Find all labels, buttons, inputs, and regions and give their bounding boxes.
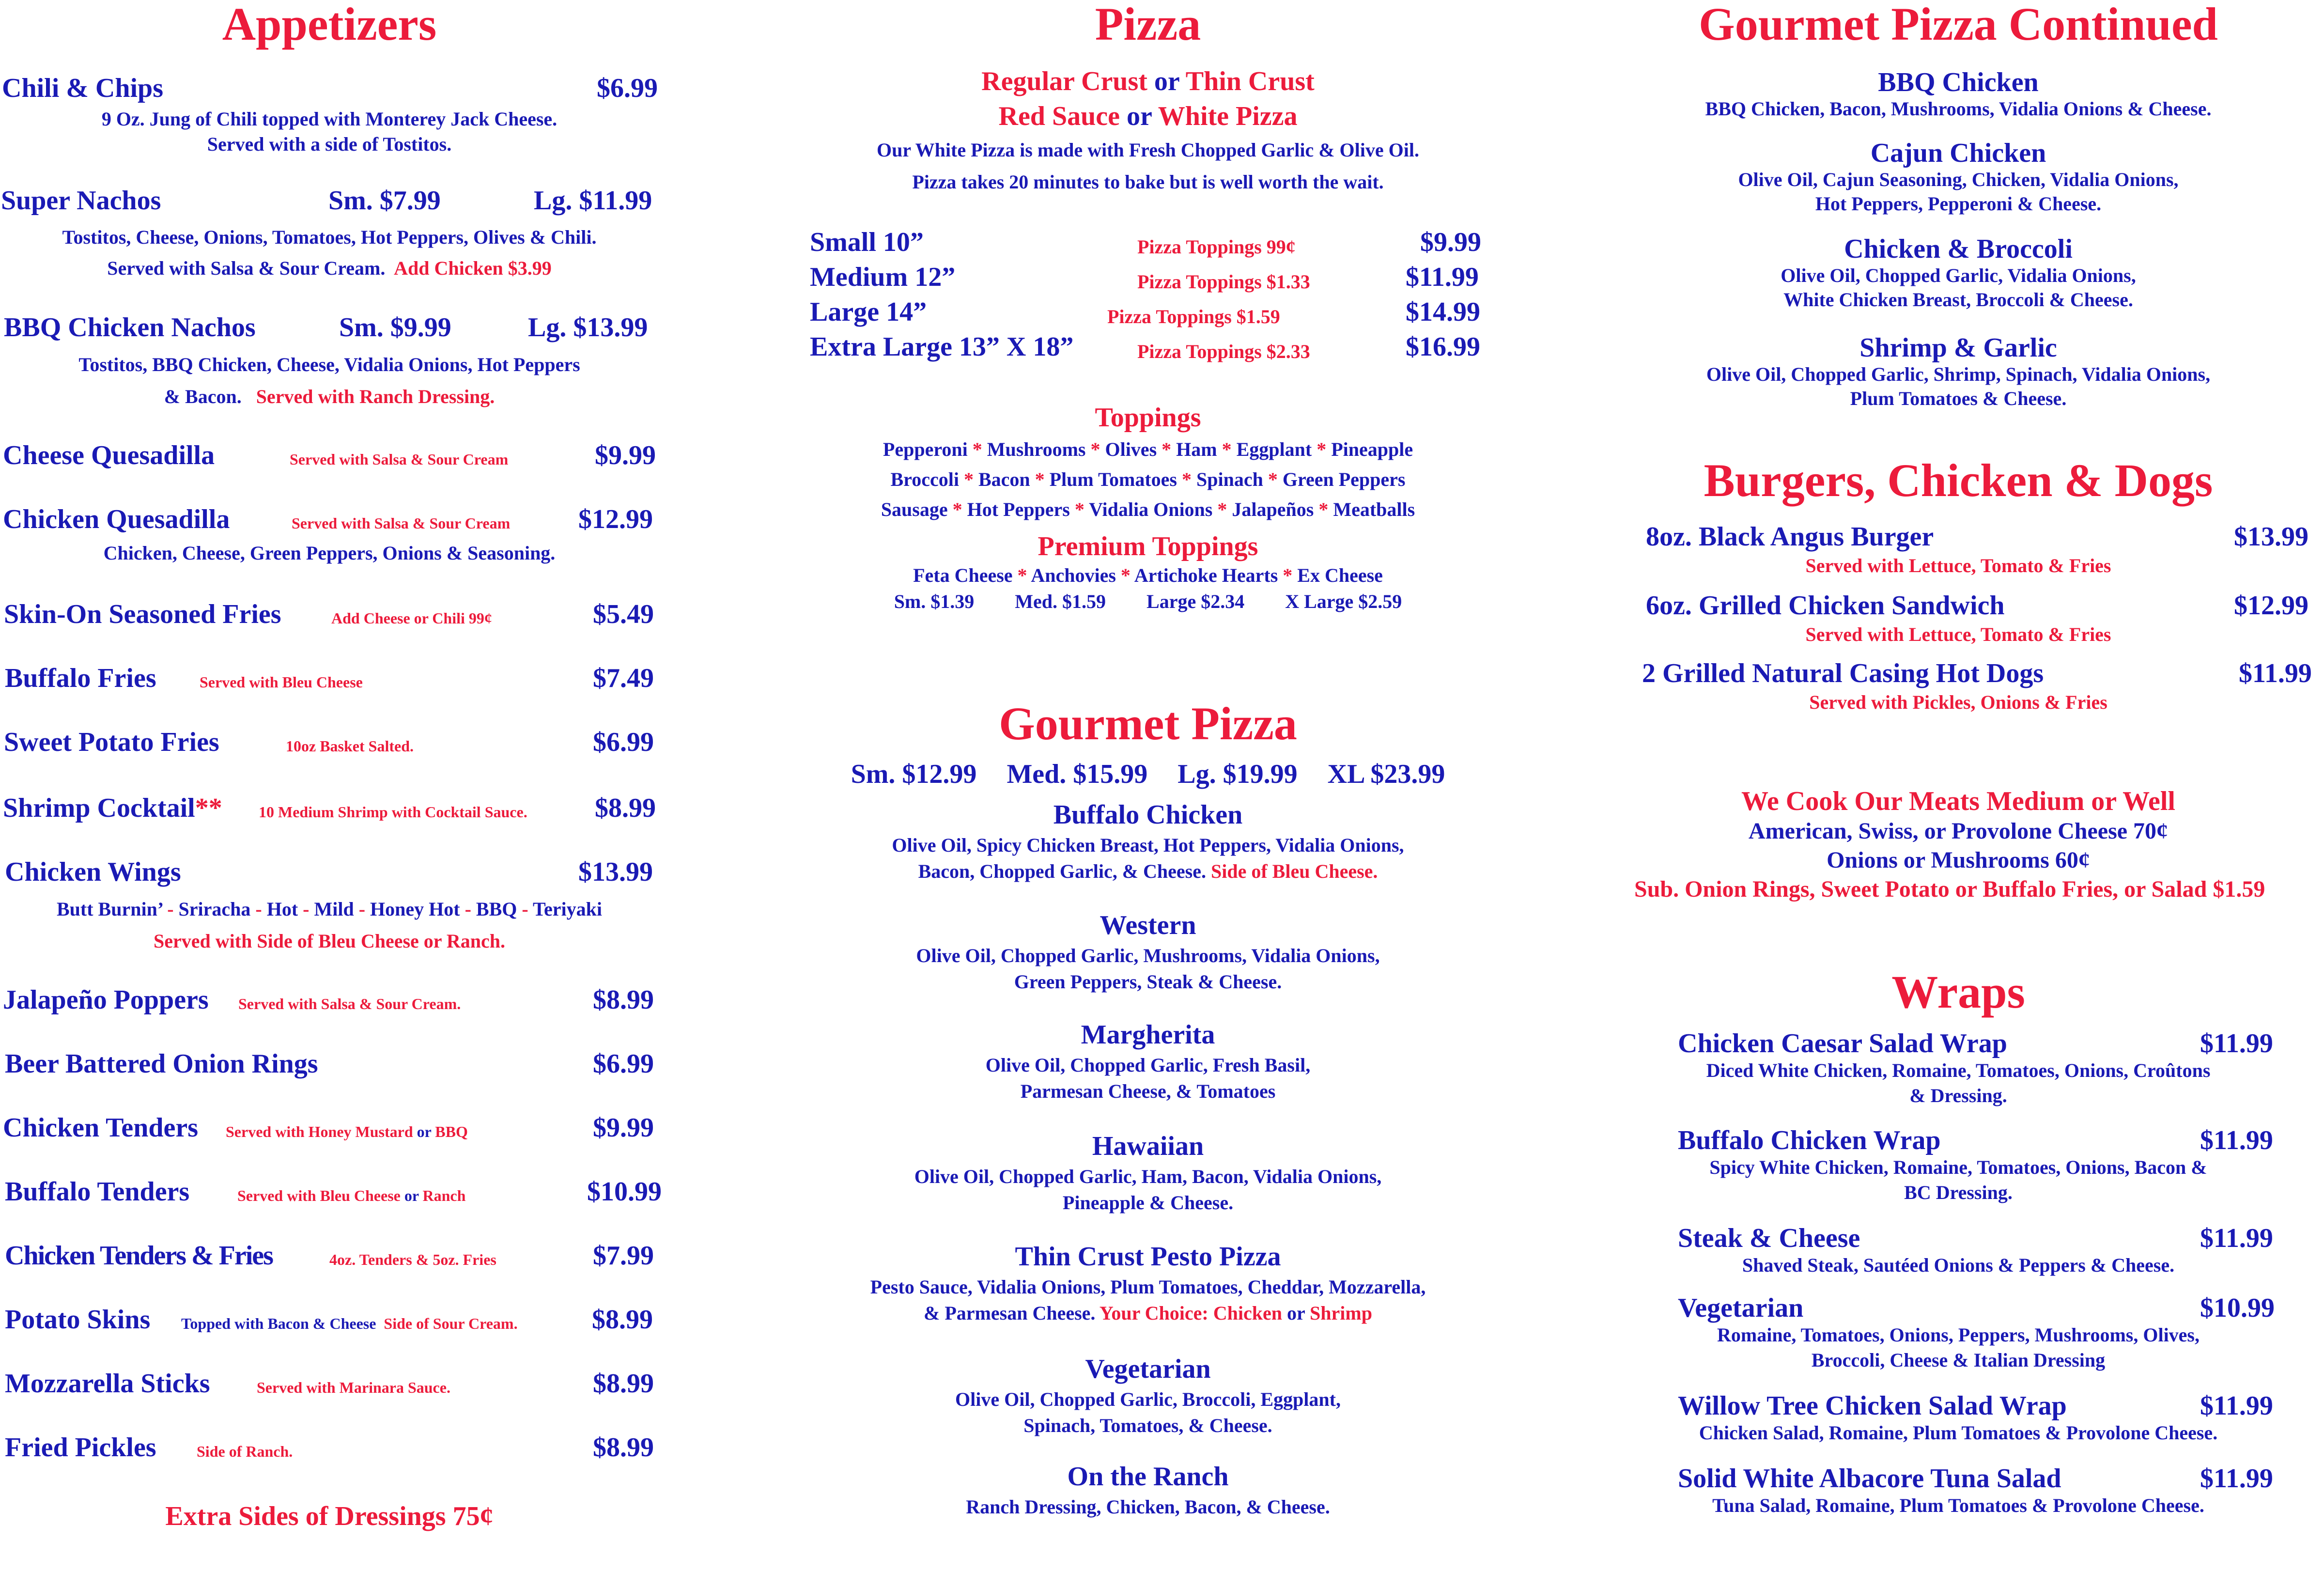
chili-chips-name: Chili & Chips [2,73,163,103]
gourmet-price: Sm. $12.99 [851,759,977,789]
topping-separator: * [1212,498,1232,520]
gourmet-price: XL $23.99 [1327,759,1445,789]
wrap-name: Chicken Caesar Salad Wrap [1678,1028,2007,1058]
tenders-fries-price: $7.99 [593,1241,654,1271]
flavor-separator: - [250,898,267,920]
topping-separator: * [1030,468,1050,490]
flavor-separator: - [517,898,533,920]
gourmet-desc-text: Parmesan Cheese, & Tomatoes [1020,1080,1276,1102]
topping-item: Olives [1105,438,1157,460]
wrap-price: $11.99 [2200,1028,2273,1058]
toppings-row [775,468,1521,491]
buffalo-fries-name: Buffalo Fries [5,663,156,693]
gourmet-item-name: Western [1100,910,1196,940]
gourmet-item-desc [775,1494,1521,1520]
topping-separator: * [1157,438,1177,460]
pizza-size: Small 10” [810,227,924,257]
bake-note: Pizza takes 20 minutes to bake but is well worth the wait. [912,171,1384,193]
cheese-quesadilla-name: Cheese Quesadilla [3,440,215,470]
onion-rings-price: $6.99 [593,1049,654,1079]
fried-pickles-price: $8.99 [593,1432,654,1463]
gourmet-cont-line: Plum Tomatoes & Cheese. [1850,388,2067,409]
topping-item: Vidalia Onions [1089,498,1213,520]
sub-note: Sub. Onion Rings, Sweet Potato or Buffalo Fries, or Salad $1.59 [1634,876,2265,902]
bbq-nachos-name: BBQ Chicken Nachos [4,312,256,342]
gourmet-cont-line: Olive Oil, Cajun Seasoning, Chicken, Vidalia Onions, [1738,169,2179,190]
topping-item: Green Peppers [1282,468,1406,490]
wrap-name: Buffalo Chicken Wrap [1678,1125,1941,1155]
gourmet-item-desc [775,1386,1521,1439]
topping-item: Pepperoni [883,438,968,460]
gourmet-cont-line: BBQ Chicken, Bacon, Mushrooms, Vidalia Onions & Cheese. [1705,98,2212,120]
gourmet-cont-desc [1608,264,2309,312]
burger-name: 2 Grilled Natural Casing Hot Dogs [1642,658,2044,688]
wrap-price: $10.99 [2200,1293,2275,1323]
buffalo-tenders-note: Served with Bleu Cheese or Ranch [237,1187,466,1204]
chicken-wings-name: Chicken Wings [5,857,181,887]
wing-flavor: Hot [266,898,298,920]
choice-or: or [1286,1302,1305,1324]
burger-price: $11.99 [2239,658,2312,688]
toppings-row [775,438,1521,461]
sweet-potato-fries-name: Sweet Potato Fries [4,727,219,757]
wrap-desc [1608,1253,2309,1278]
flavor-separator: - [298,898,314,920]
choice-shrimp: Shrimp [1310,1302,1372,1324]
premium-prices [775,590,1521,613]
gourmet-item-desc [775,1164,1521,1216]
wrap-desc-line: Broccoli, Cheese & Italian Dressing [1811,1349,2106,1371]
pizza-toppings-price: Pizza Toppings $1.59 [1107,306,1280,327]
topping-item: Jalapeños [1232,498,1314,520]
toppings-row [775,498,1521,521]
super-nachos-sm-price: Sm. $7.99 [328,186,441,216]
premium-price: Large $2.34 [1147,591,1245,612]
super-nachos-name: Super Nachos [1,186,161,216]
wraps-title: Wraps [1891,966,2025,1018]
topping-item: Broccoli [890,468,959,490]
bbq-nachos-desc: Tostitos, BBQ Chicken, Cheese, Vidalia Onions, Hot Peppers & Bacon. Served with Ranch Dressing. [78,354,580,407]
gourmet-desc-text: Green Peppers, Steak & Cheese. [1014,971,1282,993]
wrap-desc-line: BC Dressing. [1904,1182,2013,1203]
topping-item: Spinach [1196,468,1263,490]
wrap-desc [1608,1058,2309,1108]
gourmet-desc-line: Olive Oil, Chopped Garlic, Mushrooms, Vidalia Onions, [916,945,1380,966]
gourmet-desc-line [775,1190,1521,1216]
premium-item: Ex Cheese [1297,564,1383,586]
pizza-size: Extra Large 13” X 18” [810,332,1074,362]
flavor-separator: - [162,898,179,920]
shrimp-cocktail-stars: ** [195,793,222,823]
gourmet-desc-line [775,1078,1521,1105]
topping-separator: * [1085,438,1105,460]
gourmet-item-name: Margherita [1081,1020,1215,1050]
burger-note: Served with Pickles, Onions & Fries [1809,691,2107,713]
gourmet-desc-text: & Parmesan Cheese. [924,1302,1096,1324]
chicken-quesadilla-name: Chicken Quesadilla [3,504,230,534]
topping-separator: * [1177,468,1196,490]
pizza-size-price: $11.99 [1406,262,1479,292]
jalapeno-poppers-note: Served with Salsa & Sour Cream. [238,995,461,1012]
premium-price: Sm. $1.39 [894,591,975,612]
premium-item: Anchovies [1031,564,1116,586]
wing-flavor: Teriyaki [533,898,603,920]
fried-pickles-name: Fried Pickles [5,1432,156,1463]
topping-item: Meatballs [1333,498,1415,520]
potato-skins-name: Potato Skins [5,1305,151,1335]
wing-flavor: Mild [314,898,354,920]
wrap-desc-line: Romaine, Tomatoes, Onions, Peppers, Mushrooms, Olives, [1717,1324,2200,1346]
gourmet-desc-line [775,1413,1521,1439]
chili-chips-desc: 9 Oz. Jung of Chili topped with Monterey Jack Cheese. Served with a side of Tostitos. [101,108,558,155]
topping-item: Plum Tomatoes [1049,468,1177,490]
chicken-tenders-note: Served with Honey Mustard or BBQ [226,1123,468,1140]
gourmet-desc-line: Ranch Dressing, Chicken, Bacon, & Cheese. [966,1496,1330,1518]
gourmet-item-name: Thin Crust Pesto Pizza [1015,1242,1281,1272]
wrap-desc-line: Chicken Salad, Romaine, Plum Tomatoes & Provolone Cheese. [1699,1422,2218,1444]
onion-rings-name: Beer Battered Onion Rings [5,1049,318,1079]
gourmet-desc-line [775,1300,1521,1326]
fried-pickles-note: Side of Ranch. [197,1443,293,1460]
gourmet-item-desc [775,1274,1521,1326]
topping-separator: * [1012,564,1031,586]
wrap-name: Willow Tree Chicken Salad Wrap [1678,1391,2067,1421]
gourmet-cont-name: BBQ Chicken [1878,67,2039,97]
chicken-quesadilla-desc: Chicken, Cheese, Green Peppers, Onions & Seasoning. [103,542,556,564]
wrap-price: $11.99 [2200,1463,2273,1494]
gourmet-cont-desc [1608,168,2309,216]
wrap-desc-line: Shaved Steak, Sautéed Onions & Peppers & Cheese. [1742,1254,2175,1276]
pizza-toppings-price: Pizza Toppings 99¢ [1137,236,1296,258]
cheese-quesadilla-price: $9.99 [595,440,656,470]
wrap-desc-line: Spicy White Chicken, Romaine, Tomatoes, Onions, Bacon & [1709,1156,2207,1178]
jalapeno-poppers-name: Jalapeño Poppers [3,985,209,1015]
mozzarella-sticks-note: Served with Marinara Sauce. [257,1379,450,1396]
pizza-size-price: $16.99 [1406,332,1480,362]
sweet-potato-fries-price: $6.99 [593,727,654,757]
topping-separator: * [1278,564,1298,586]
gourmet-desc-line: Olive Oil, Chopped Garlic, Fresh Basil, [985,1054,1311,1076]
pizza-title: Pizza [1095,0,1201,50]
gourmet-desc-line: Olive Oil, Chopped Garlic, Ham, Bacon, Vidalia Onions, [914,1166,1382,1187]
extra-sides-note: Extra Sides of Dressings 75¢ [165,1501,494,1531]
pizza-size: Large 14” [810,297,927,327]
flavor-separator: - [460,898,476,920]
cheese-quesadilla-note: Served with Salsa & Sour Cream [290,451,509,468]
gourmet-cont-desc [1608,362,2309,411]
super-nachos-lg-price: Lg. $11.99 [534,186,652,216]
premium-toppings-title: Premium Toppings [1038,531,1258,561]
gourmet-item-name: Hawaiian [1092,1131,1204,1161]
mozzarella-sticks-price: $8.99 [593,1369,654,1399]
burgers-title: Burgers, Chicken & Dogs [1704,454,2213,506]
gourmet-desc-line [775,858,1521,885]
topping-separator: * [1263,468,1283,490]
wrap-price: $11.99 [2200,1391,2273,1421]
wrap-name: Solid White Albacore Tuna Salad [1678,1463,2061,1494]
gourmet-price: Med. $15.99 [1007,759,1148,789]
gourmet-cont-line: Olive Oil, Chopped Garlic, Vidalia Onions, [1781,265,2136,286]
gourmet-desc-line: Pesto Sauce, Vidalia Onions, Plum Tomatoes, Cheddar, Mozzarella, [870,1276,1426,1298]
gourmet-cont-name: Shrimp & Garlic [1859,333,2057,363]
wrap-desc [1608,1493,2309,1518]
wrap-desc-line: Tuna Salad, Romaine, Plum Tomatoes & Provolone Cheese. [1712,1494,2204,1516]
premium-item: Artichoke Hearts [1134,564,1278,586]
onion-note: Onions or Mushrooms 60¢ [1827,847,2090,873]
pizza-toppings-price: Pizza Toppings $1.33 [1137,271,1310,293]
pizza-size-price: $14.99 [1406,297,1480,327]
cheese-note: American, Swiss, or Provolone Cheese 70¢ [1748,818,2169,844]
wing-flavor: BBQ [476,898,517,920]
choice-label: Your Choice: [1099,1302,1208,1324]
gourmet-desc-note: Side of Bleu Cheese. [1211,860,1378,882]
crust-options: Regular Crust or Thin Crust [981,66,1315,96]
gourmet-price: Lg. $19.99 [1177,759,1298,789]
mozzarella-sticks-name: Mozzarella Sticks [5,1369,210,1399]
wrap-price: $11.99 [2200,1125,2273,1155]
gourmet-desc-text: Pineapple & Cheese. [1062,1192,1234,1214]
topping-item: Ham [1176,438,1217,460]
sweet-potato-fries-note: 10oz Basket Salted. [286,737,414,755]
gourmet-item-desc [775,943,1521,995]
jalapeno-poppers-price: $8.99 [593,985,654,1015]
topping-separator: * [947,498,967,520]
topping-item: Bacon [978,468,1030,490]
chicken-tenders-price: $9.99 [593,1113,654,1143]
sauce-options: Red Sauce or White Pizza [998,101,1298,131]
chicken-quesadilla-price: $12.99 [578,504,653,534]
burger-price: $13.99 [2234,522,2309,552]
gourmet-cont-line: White Chicken Breast, Broccoli & Cheese. [1783,289,2133,311]
gourmet-prices [775,759,1521,790]
premium-item: Feta Cheese [913,564,1013,586]
premium-price: Med. $1.59 [1015,591,1106,612]
wrap-desc [1608,1420,2309,1446]
white-pizza-note: Our White Pizza is made with Fresh Chopped Garlic & Olive Oil. [877,139,1419,161]
pizza-size: Medium 12” [810,262,956,292]
topping-separator: * [1314,498,1333,520]
chili-chips-price: $6.99 [597,73,658,103]
wing-flavor: Sriracha [178,898,251,920]
burger-name: 6oz. Grilled Chicken Sandwich [1646,591,2005,621]
tenders-fries-name: Chicken Tenders & Fries [5,1241,273,1271]
chicken-tenders-name: Chicken Tenders [3,1113,198,1143]
buffalo-fries-price: $7.49 [593,663,654,693]
gourmet-continued-title: Gourmet Pizza Continued [1699,0,2218,50]
gourmet-desc-line: Olive Oil, Chopped Garlic, Broccoli, Eggplant, [955,1388,1341,1410]
chicken-wings-price: $13.99 [578,857,653,887]
meat-note: We Cook Our Meats Medium or Well [1741,786,2175,816]
shrimp-cocktail-name: Shrimp Cocktail** [3,793,222,823]
gourmet-desc-line [775,969,1521,995]
skin-on-fries-name: Skin-On Seasoned Fries [4,599,281,629]
pizza-toppings-price: Pizza Toppings $2.33 [1137,341,1310,362]
wing-flavor: Butt Burnin’ [56,898,163,920]
topping-item: Sausage [881,498,948,520]
gourmet-cont-name: Chicken & Broccoli [1844,234,2073,264]
chicken-quesadilla-note: Served with Salsa & Sour Cream [292,514,511,532]
wing-flavor: Honey Hot [370,898,460,920]
pizza-column [775,0,1521,1572]
potato-skins-note: Topped with Bacon & Cheese Side of Sour Cream. [181,1315,518,1332]
wrap-name: Vegetarian [1678,1293,1804,1323]
bbq-nachos-sm-price: Sm. $9.99 [339,312,451,342]
gourmet-cont-line: Olive Oil, Chopped Garlic, Shrimp, Spinach, Vidalia Onions, [1706,363,2211,385]
topping-separator: * [1217,438,1237,460]
toppings-title: Toppings [1095,403,1201,433]
wing-flavors [0,893,659,925]
gourmet-desc-text: Bacon, Chopped Garlic, & Cheese. [918,860,1206,882]
gourmet-cont-desc [1608,97,2309,121]
appetizers-column [0,0,678,1572]
burger-note: Served with Lettuce, Tomato & Fries [1805,555,2111,576]
tenders-fries-note: 4oz. Tenders & 5oz. Fries [329,1251,496,1268]
wrap-desc [1608,1155,2309,1205]
gourmet-cont-name: Cajun Chicken [1870,138,2046,168]
skin-on-fries-note: Add Cheese or Chili 99¢ [331,609,492,627]
shrimp-cocktail-note: 10 Medium Shrimp with Cocktail Sauce. [259,803,527,821]
topping-item: Hot Peppers [967,498,1070,520]
gourmet-item-desc [775,832,1521,885]
buffalo-tenders-price: $10.99 [587,1177,662,1207]
burger-note: Served with Lettuce, Tomato & Fries [1805,623,2111,645]
burger-name: 8oz. Black Angus Burger [1646,522,1934,552]
potato-skins-price: $8.99 [592,1305,653,1335]
gourmet-cont-line: Hot Peppers, Pepperoni & Cheese. [1815,193,2102,215]
gourmet-item-name: Buffalo Chicken [1053,800,1243,830]
appetizers-title: Appetizers [222,0,437,50]
pizza-size-price: $9.99 [1420,227,1481,257]
gourmet-item-desc [775,1052,1521,1105]
topping-separator: * [1069,498,1089,520]
gourmet-item-name: Vegetarian [1085,1354,1211,1384]
flavor-separator: - [354,898,371,920]
gourmet-desc-line: Olive Oil, Spicy Chicken Breast, Hot Peppers, Vidalia Onions, [892,834,1404,856]
wrap-desc-line: & Dressing. [1909,1085,2007,1106]
premium-price: X Large $2.59 [1285,591,1402,612]
chicken-wings-desc: Butt Burnin’ - Sriracha - Hot - Mild - Honey Hot - BBQ - Teriyaki Served with Side of Bleu Cheese or Ranch. [0,893,659,957]
premium-toppings-list [775,564,1521,587]
topping-separator: * [967,438,987,460]
topping-separator: * [1116,564,1134,586]
shrimp-cocktail-price: $8.99 [595,793,656,823]
topping-item: Mushrooms [987,438,1086,460]
skin-on-fries-price: $5.49 [593,599,654,629]
buffalo-tenders-name: Buffalo Tenders [5,1177,190,1207]
gourmet-desc-text: Spinach, Tomatoes, & Cheese. [1023,1415,1272,1436]
choice-chicken: Chicken [1213,1302,1282,1324]
gourmet-item-name: On the Ranch [1067,1462,1229,1492]
topping-item: Eggplant [1236,438,1312,460]
buffalo-fries-note: Served with Bleu Cheese [200,673,363,691]
topping-separator: * [959,468,978,490]
burger-price: $12.99 [2234,591,2309,621]
topping-item: Pineapple [1331,438,1413,460]
gourmet-pizza-title: Gourmet Pizza [999,698,1297,749]
wrap-price: $11.99 [2200,1223,2273,1253]
wrap-name: Steak & Cheese [1678,1223,1860,1253]
wrap-desc-line: Diced White Chicken, Romaine, Tomatoes, Onions, Croûtons [1706,1059,2211,1081]
wrap-desc [1608,1323,2309,1373]
topping-separator: * [1312,438,1332,460]
right-column [1608,0,2324,1572]
super-nachos-desc: Tostitos, Cheese, Onions, Tomatoes, Hot Peppers, Olives & Chili. Served with Salsa & Sour Cream. Add Chicken $3.99 [62,226,597,279]
bbq-nachos-lg-price: Lg. $13.99 [528,312,648,342]
